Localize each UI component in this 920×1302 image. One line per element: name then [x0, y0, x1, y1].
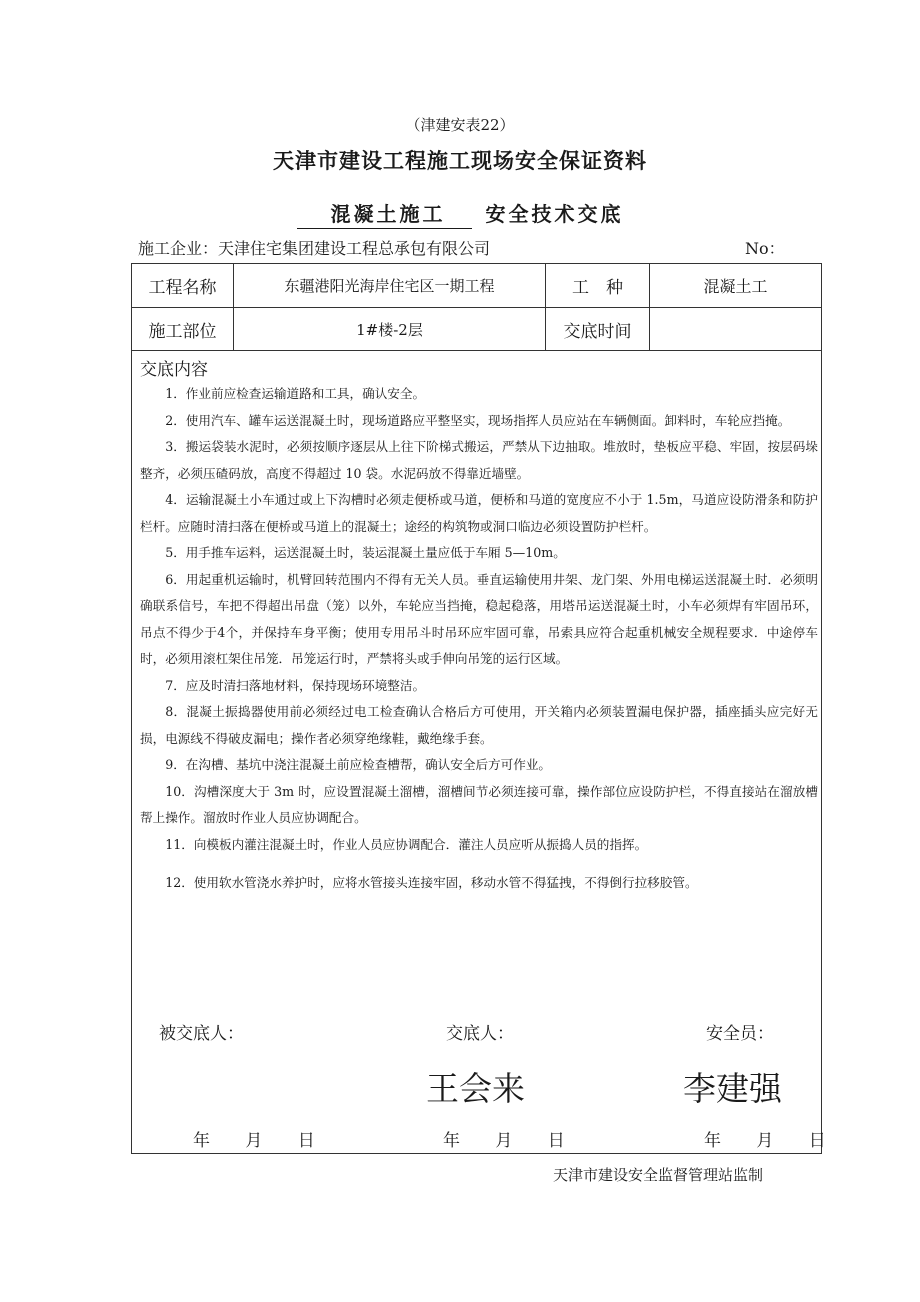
work-type-label: 工 种 — [572, 278, 623, 298]
receiver-label: 被交底人： — [159, 1024, 244, 1044]
list-item: 1．作业前应检查运输道路和工具，确认安全。 — [165, 386, 426, 401]
handover-time-value — [650, 308, 821, 350]
list-item: 4．运输混凝土小车通过或上下沟槽时必须走便桥或马道，便桥和马道的宽度应不小于 1.5m，马道应设防滑条和防护栏杆。应随时清扫落在便桥或马道上的混凝土；途经的构筑物或洞口临边必须设置防护栏杆。 — [140, 492, 818, 534]
location-label: 施工部位 — [148, 321, 217, 342]
form-code: （津建安表22） — [405, 116, 515, 134]
subtitle-rest: 安全技术交底 — [485, 202, 624, 226]
list-item: 7．应及时清扫落地材料，保持现场环境整洁。 — [165, 677, 426, 693]
content-heading: 交底内容 — [140, 360, 208, 380]
handover-signature: 王会来 — [426, 1069, 525, 1108]
handover-date: 年 月 日 — [443, 1131, 565, 1151]
safety-date: 年 月 日 — [704, 1131, 826, 1151]
list-item: 6．用起重机运输时，机臂回转范围内不得有无关人员。垂直运输使用井架、龙门架、外用电梯运送混凝土时．必须明确联系信号，车把不得超出吊盘（笼）以外，车轮应当挡掩，稳起稳落，用塔吊运送混凝土时，小车必须焊有牢固吊环，吊点不得少于4个，并保持车身平衡；使用专用吊斗时吊环应牢固可靠，吊索具应符合起重机械安全规程要求．中途停车时，必须用滚杠架住吊笼．吊笼运行时，严禁将头或手伸向吊笼的运行区域。 — [140, 571, 818, 666]
list-item: 12．使用软水管浇水养护时，应将水管接头连接牢固，移动水管不得猛拽，不得倒行拉移胶管。 — [165, 875, 698, 890]
project-name-label: 工程名称 — [148, 278, 217, 298]
list-item: 8．混凝土振捣器使用前必须经过电工检查确认合格后方可使用，开关箱内必须装置漏电保护器，插座插头应完好无损，电源线不得破皮漏电；操作者必须穿绝缘鞋，戴绝缘手套。 — [140, 704, 818, 746]
footer-note: 天津市建设安全监督管理站监制 — [553, 1166, 764, 1184]
handover-time-label: 交底时间 — [563, 321, 632, 342]
list-item: 11．向模板内灌注混凝土时，作业人员应协调配合．灌注人员应听从振捣人员的指挥。 — [165, 836, 648, 852]
receiver-date: 年 月 日 — [193, 1131, 315, 1151]
subtitle-work-type: 混凝土施工 — [297, 198, 472, 229]
document-subtitle — [0, 198, 920, 229]
work-type-value: 混凝土工 — [703, 277, 768, 296]
list-item: 10．沟槽深度大于 3m 时，应设置混凝土溜槽，溜槽间节必须连接可靠，操作部位应设防护栏，不得直接站在溜放槽帮上操作。溜放时作业人员应协调配合。 — [140, 783, 818, 825]
list-item: 9．在沟槽、基坑中浇注混凝土前应检查槽帮，确认安全后方可作业。 — [165, 757, 552, 772]
list-item: 3．搬运袋装水泥时，必须按顺序逐层从上往下阶梯式搬运，严禁从下边抽取。堆放时，垫板应平稳、牢固，按层码垛整齐，必须压碴码放，高度不得超过 10 袋。水泥码放不得靠近墙壁。 — [140, 439, 818, 481]
company-line: 施工企业：天津住宅集团建设工程总承包有限公司 — [138, 239, 491, 258]
document-title: 天津市建设工程施工现场安全保证资料 — [273, 148, 647, 173]
location-value: 1#楼-2层 — [356, 320, 423, 339]
number-label: No： — [745, 239, 785, 258]
handover-items — [140, 381, 818, 897]
list-item: 2．使用汽车、罐车运送混凝土时，现场道路应平整坚实，现场指挥人员应站在车辆侧面。卸料时，车轮应挡掩。 — [165, 412, 791, 428]
safety-officer-label: 安全员： — [706, 1024, 774, 1044]
project-name-value: 东疆港阳光海岸住宅区一期工程 — [284, 277, 495, 295]
handover-person-label: 交底人： — [446, 1024, 514, 1044]
row-divider — [132, 350, 821, 351]
list-item: 5．用手推车运料，运送混凝土时，装运混凝土量应低于车厢 5—10m。 — [165, 545, 566, 560]
safety-signature: 李建强 — [683, 1069, 782, 1108]
